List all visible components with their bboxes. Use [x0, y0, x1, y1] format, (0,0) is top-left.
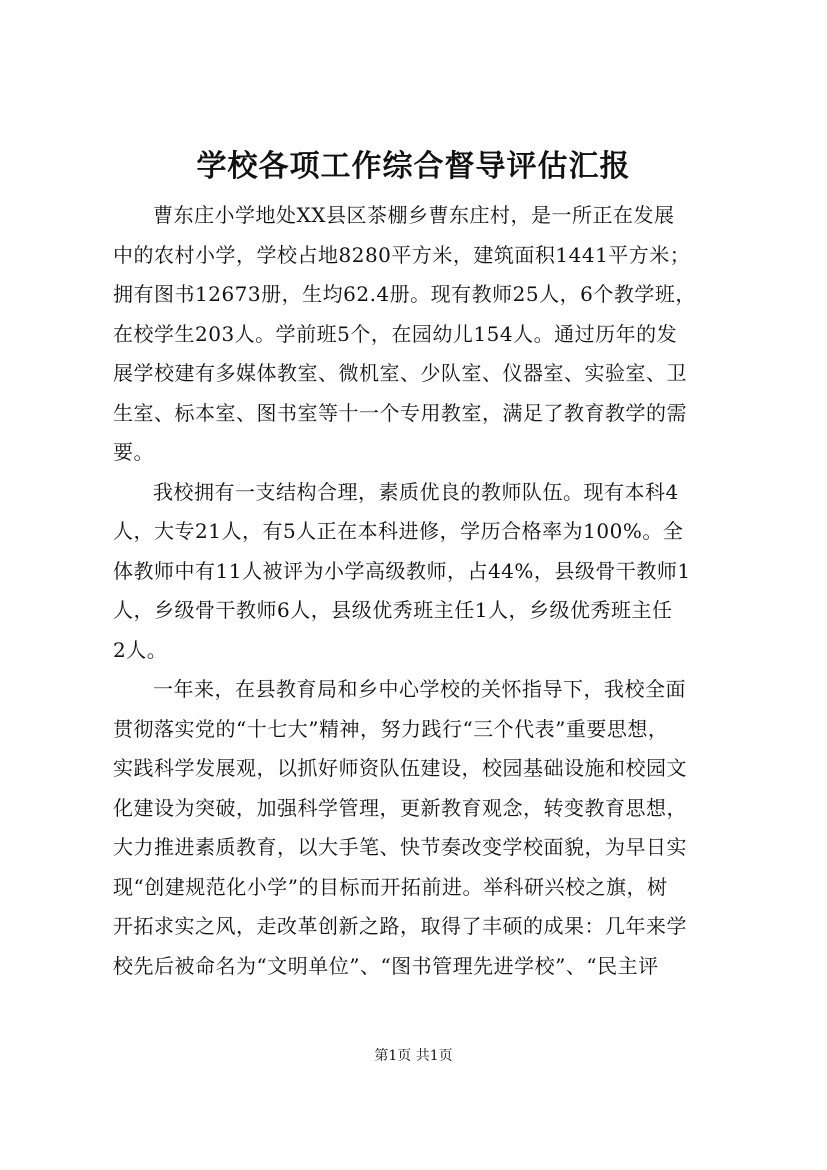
body-line: 校先后被命名为“文明单位”、“图书管理先进学校”、“民主评: [113, 953, 659, 978]
page-footer: 第1页 共1页: [374, 1048, 453, 1064]
body-line: 要。: [113, 440, 154, 464]
body-line: 我校拥有一支结构合理，素质优良的教师队伍。现有本科4: [153, 479, 679, 504]
body-line: 现“创建规范化小学”的目标而开拓前进。举科研兴校之旗，树: [113, 874, 668, 899]
body-line: 大力推进素质教育，以大手笔、快节奏改变学校面貌，为早日实: [113, 835, 687, 859]
body-line: 曹东庄小学地处XX县区茶棚乡曹东庄村，是一所正在发展: [153, 203, 675, 227]
body-line: 化建设为突破，加强科学管理，更新教育观念，转变教育思想，: [113, 795, 687, 820]
body-line: 拥有图书12673册，生均62.4册。现有教师25人，6个教学班，: [113, 282, 696, 306]
body-line: 实践科学发展观，以抓好师资队伍建设，校园基础设施和校园文: [113, 756, 687, 780]
body-line: 体教师中有11人被评为小学高级教师，占44%，县级骨干教师1: [113, 558, 691, 583]
body-line: 一年来，在县教育局和乡中心学校的关怀指导下，我校全面: [153, 677, 686, 701]
body-line: 在校学生203人。学前班5个，在园幼儿154人。通过历年的发: [113, 321, 678, 346]
body-line: 贯彻落实党的“十七大”精神，努力践行“三个代表”重要思想，: [113, 716, 669, 741]
document-body: [113, 196, 719, 986]
body-line: 生室、标本室、图书室等十一个专用教室，满足了教育教学的需: [113, 400, 687, 425]
body-line: 展学校建有多媒体教室、微机室、少队室、仪器室、实验室、卫: [113, 361, 687, 385]
body-line: 中的农村小学，学校占地8280平方米，建筑面积1441平方米；: [113, 242, 691, 267]
body-line: 2人。: [113, 637, 168, 662]
body-line: 人，乡级骨干教师6人，县级优秀班主任1人，乡级优秀班主任: [113, 598, 673, 622]
body-line: 人，大专21人，有5人正在本科进修，学历合格率为100%。全: [113, 519, 684, 543]
document-title: 学校各项工作综合督导评估汇报: [196, 149, 631, 184]
body-line: 开拓求实之风，走改革创新之路，取得了丰硕的成果：几年来学: [113, 914, 687, 938]
